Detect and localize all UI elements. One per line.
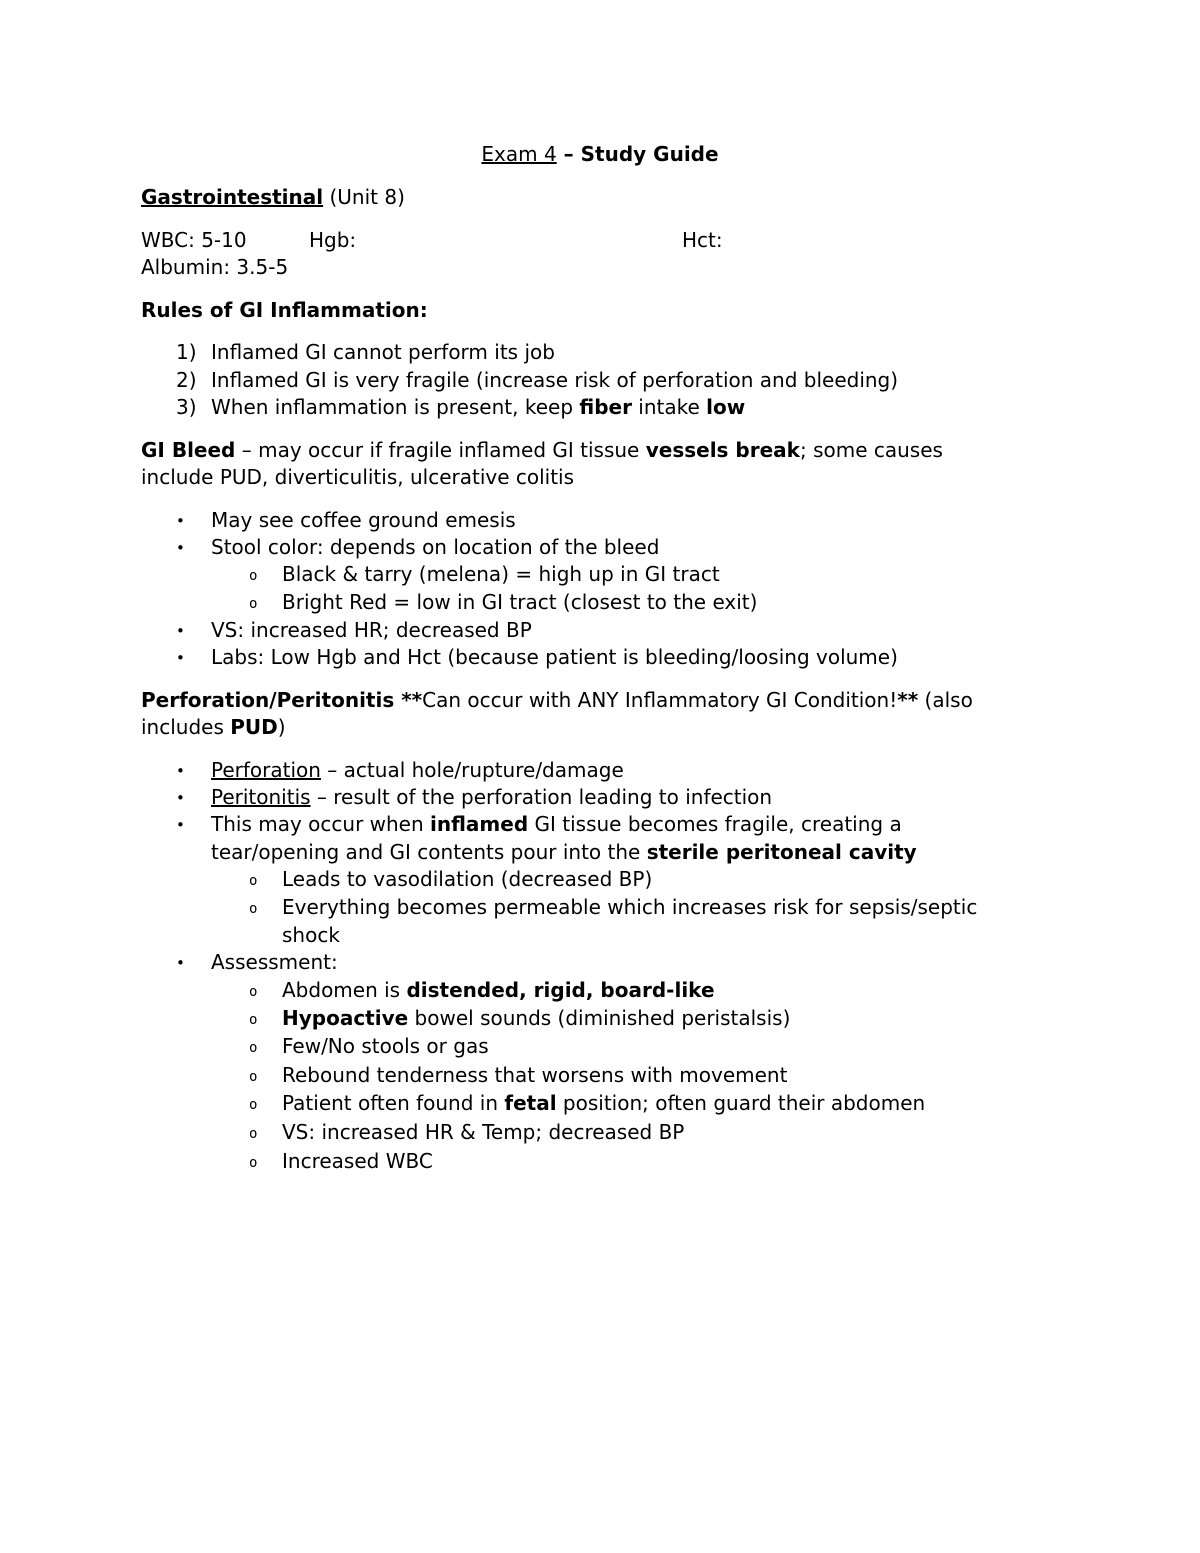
sub-bullet-icon: o (249, 901, 258, 917)
bullet-icon: • (176, 512, 185, 530)
lab-albumin: Albumin: 3.5-5 (141, 255, 289, 279)
perforation-term: Perforation (211, 758, 321, 782)
perforation-intro-line2 (141, 717, 286, 737)
rule-number: 2) (176, 368, 197, 392)
bullet-icon: • (176, 816, 185, 834)
lab-hgb: Hgb: (309, 228, 357, 252)
sub-list-item: Rebound tenderness that worsens with movement (282, 1063, 788, 1087)
rule-number: 1) (176, 340, 197, 364)
occur-line2-pre: tear/opening and GI contents pour into the (211, 840, 647, 864)
sub-bullet-icon: o (249, 1040, 258, 1056)
rule-low: low (706, 395, 746, 419)
sub-bullet-icon: o (249, 1155, 258, 1171)
sub-bullet-icon: o (249, 873, 258, 889)
note-stars-open: ** (394, 688, 423, 712)
rules-heading-text: Rules of GI Inflammation: (141, 298, 428, 322)
peritonitis-def: – result of the perforation leading to infection (310, 785, 773, 809)
rule-text-pre: When inflammation is present, keep (211, 395, 580, 419)
title-main: Exam 4 (481, 142, 557, 166)
abdomen-pre: Abdomen is (282, 978, 407, 1002)
rule-number: 3) (176, 395, 197, 419)
gi-bleed-vessels: vessels break (645, 438, 800, 462)
perforation-def: – actual hole/rupture/damage (320, 758, 624, 782)
lab-hct: Hct: (682, 228, 723, 252)
perforation-intro (141, 690, 973, 710)
sub-bullet-icon: o (249, 1126, 258, 1142)
rule-fiber: fiber (579, 395, 632, 419)
includes-pud: PUD (230, 715, 278, 739)
sub-list-item: Black & tarry (melena) = high up in GI tract (282, 562, 720, 586)
bullet-icon: • (176, 622, 185, 640)
hypoactive-bold: Hypoactive (282, 1006, 409, 1030)
list-item: Stool color: depends on location of the bleed (211, 535, 660, 559)
sub-list-item (282, 980, 715, 1000)
page-title (0, 144, 1200, 164)
gi-bleed-heading: GI Bleed (141, 438, 236, 462)
sub-list-item: VS: increased HR & Temp; decreased BP (282, 1120, 685, 1144)
sub-list-item-continuation: shock (282, 923, 340, 947)
sub-list-item: Few/No stools or gas (282, 1034, 489, 1058)
sub-list-item (282, 1008, 790, 1028)
includes-text: includes (141, 715, 231, 739)
list-item-continuation (211, 842, 917, 862)
list-item (211, 787, 772, 807)
gi-bleed-intro-end: ; some causes (799, 438, 943, 462)
sub-bullet-icon: o (249, 1012, 258, 1028)
fetal-bold: fetal (504, 1091, 557, 1115)
list-item: VS: increased HR; decreased BP (211, 618, 532, 642)
perforation-note-end: (also (918, 688, 973, 712)
section-title: Gastrointestinal (141, 185, 324, 209)
peritonitis-term: Peritonitis (211, 785, 311, 809)
list-item (211, 760, 624, 780)
rule-text (211, 397, 745, 417)
sub-list-item: Leads to vasodilation (decreased BP) (282, 867, 653, 891)
gi-bleed-intro-line2: include PUD, diverticulitis, ulcerative colitis (141, 465, 575, 489)
section-unit: (Unit 8) (323, 185, 405, 209)
sub-bullet-icon: o (249, 984, 258, 1000)
sub-bullet-icon: o (249, 596, 258, 612)
abdomen-bold: distended, rigid, board-like (406, 978, 715, 1002)
sub-bullet-icon: o (249, 1097, 258, 1113)
bullet-icon: • (176, 762, 185, 780)
gi-bleed-intro (141, 440, 943, 460)
list-item: Labs: Low Hgb and Hct (because patient is bleeding/loosing volume) (211, 645, 898, 669)
occur-inflamed: inflamed (430, 812, 529, 836)
rule-text: Inflamed GI cannot perform its job (211, 340, 555, 364)
sub-list-item: Bright Red = low in GI tract (closest to the exit) (282, 590, 758, 614)
rule-text: Inflamed GI is very fragile (increase risk of perforation and bleeding) (211, 368, 899, 392)
sub-list-item: Increased WBC (282, 1149, 433, 1173)
fetal-end: position; often guard their abdomen (556, 1091, 926, 1115)
includes-end: ) (277, 715, 286, 739)
fetal-pre: Patient often found in (282, 1091, 505, 1115)
sub-bullet-icon: o (249, 568, 258, 584)
sub-bullet-icon: o (249, 1069, 258, 1085)
bullet-icon: • (176, 649, 185, 667)
perforation-heading: Perforation/Peritonitis (141, 688, 395, 712)
rules-heading (141, 300, 428, 320)
gi-bleed-intro-text: – may occur if fragile inflamed GI tissue (235, 438, 646, 462)
list-item: May see coffee ground emesis (211, 508, 516, 532)
bullet-icon: • (176, 954, 185, 972)
occur-pre: This may occur when (211, 812, 431, 836)
sub-list-item: Everything becomes permeable which increases risk for sepsis/septic (282, 895, 978, 919)
occur-line2-bold: sterile peritoneal cavity (646, 840, 917, 864)
bullet-icon: • (176, 789, 185, 807)
sub-list-item (282, 1093, 925, 1113)
hypoactive-end: bowel sounds (diminished peristalsis) (408, 1006, 791, 1030)
note-stars-close: ** (897, 688, 919, 712)
rule-text-mid: intake (631, 395, 707, 419)
list-item: Assessment: (211, 950, 338, 974)
occur-end: GI tissue becomes fragile, creating a (528, 812, 902, 836)
section-heading (141, 187, 405, 207)
bullet-icon: • (176, 539, 185, 557)
lab-wbc: WBC: 5-10 (141, 228, 247, 252)
perforation-note: Can occur with ANY Inflammatory GI Condition! (422, 688, 898, 712)
title-rest: – Study Guide (556, 142, 719, 166)
list-item (211, 814, 902, 834)
